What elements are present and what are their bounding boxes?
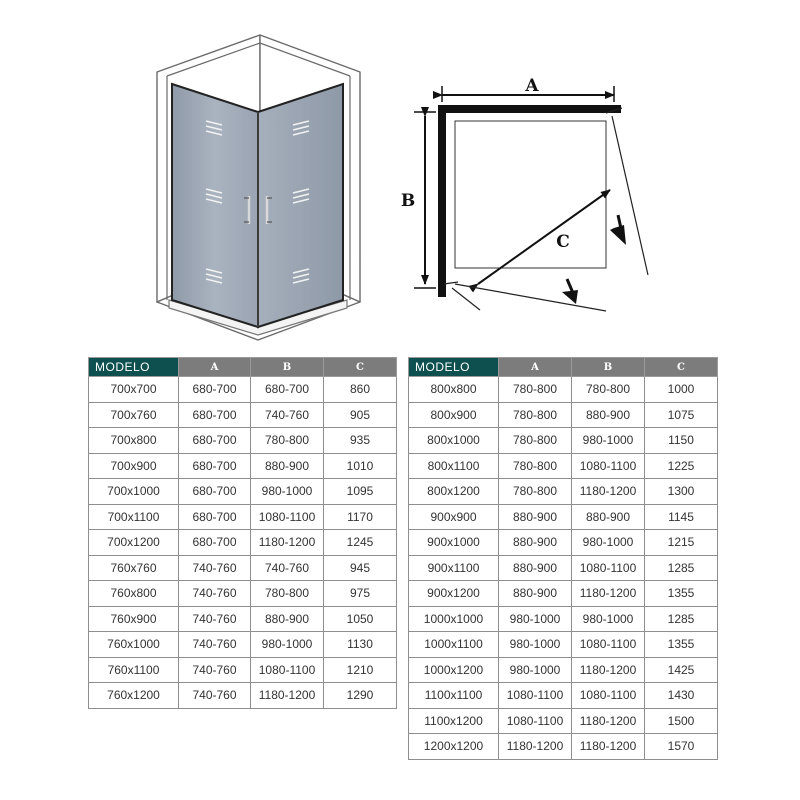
table-row bbox=[409, 632, 718, 658]
cell-c: 1570 bbox=[645, 734, 718, 760]
header-b: B bbox=[572, 358, 645, 377]
cell-a: 740-760 bbox=[179, 683, 251, 709]
cell-b: 980-1000 bbox=[572, 606, 645, 632]
cell-a: 740-760 bbox=[179, 657, 251, 683]
cell-c: 1290 bbox=[324, 683, 397, 709]
cell-c: 1500 bbox=[645, 708, 718, 734]
cell-c: 1000 bbox=[645, 377, 718, 403]
table-header-row bbox=[89, 358, 397, 377]
cell-model: 700x800 bbox=[89, 428, 179, 454]
door-swing-lines bbox=[444, 108, 648, 311]
cell-b: 1080-1100 bbox=[572, 555, 645, 581]
cell-a: 1080-1100 bbox=[499, 683, 572, 709]
cell-model: 760x760 bbox=[89, 555, 179, 581]
swing-arrow-bottom bbox=[562, 290, 578, 304]
cell-model: 700x1000 bbox=[89, 479, 179, 505]
table-row bbox=[89, 581, 397, 607]
cell-b: 980-1000 bbox=[572, 530, 645, 556]
cell-c: 860 bbox=[324, 377, 397, 403]
cell-a: 680-700 bbox=[179, 530, 251, 556]
cell-a: 980-1000 bbox=[499, 657, 572, 683]
spec-table-left bbox=[88, 357, 397, 709]
table-row bbox=[89, 377, 397, 403]
cell-a: 780-800 bbox=[499, 453, 572, 479]
cell-model: 800x1200 bbox=[409, 479, 499, 505]
table-header-row bbox=[409, 358, 718, 377]
cell-c: 1245 bbox=[324, 530, 397, 556]
table-row bbox=[89, 402, 397, 428]
cell-model: 900x1000 bbox=[409, 530, 499, 556]
cell-model: 760x1200 bbox=[89, 683, 179, 709]
header-a: A bbox=[499, 358, 572, 377]
header-c: C bbox=[645, 358, 718, 377]
cell-c: 1285 bbox=[645, 606, 718, 632]
cell-c: 1430 bbox=[645, 683, 718, 709]
table-row bbox=[409, 606, 718, 632]
cell-b: 1080-1100 bbox=[572, 453, 645, 479]
spec-table-right bbox=[408, 357, 718, 760]
table-row bbox=[409, 657, 718, 683]
dimension-a-label: A bbox=[525, 76, 539, 96]
table-row bbox=[89, 555, 397, 581]
table-row bbox=[89, 479, 397, 505]
cell-b: 1180-1200 bbox=[572, 734, 645, 760]
cell-b: 740-760 bbox=[251, 555, 324, 581]
cell-model: 900x900 bbox=[409, 504, 499, 530]
header-c: C bbox=[324, 358, 397, 377]
table-row bbox=[89, 428, 397, 454]
table-row bbox=[89, 632, 397, 658]
cell-model: 760x1100 bbox=[89, 657, 179, 683]
cell-c: 945 bbox=[324, 555, 397, 581]
table-row bbox=[409, 479, 718, 505]
cell-c: 1150 bbox=[645, 428, 718, 454]
cell-b: 880-900 bbox=[572, 504, 645, 530]
cell-c: 1095 bbox=[324, 479, 397, 505]
table-row bbox=[409, 555, 718, 581]
cell-b: 1080-1100 bbox=[251, 504, 324, 530]
cell-c: 935 bbox=[324, 428, 397, 454]
cell-b: 1180-1200 bbox=[251, 530, 324, 556]
table-row bbox=[89, 453, 397, 479]
cell-b: 880-900 bbox=[251, 453, 324, 479]
table-row bbox=[89, 504, 397, 530]
cell-model: 1200x1200 bbox=[409, 734, 499, 760]
cell-model: 700x700 bbox=[89, 377, 179, 403]
cell-c: 1010 bbox=[324, 453, 397, 479]
cell-c: 1285 bbox=[645, 555, 718, 581]
cell-b: 1180-1200 bbox=[572, 479, 645, 505]
cell-b: 980-1000 bbox=[572, 428, 645, 454]
table-row bbox=[409, 530, 718, 556]
cell-c: 1050 bbox=[324, 606, 397, 632]
cell-b: 980-1000 bbox=[251, 479, 324, 505]
cell-c: 1355 bbox=[645, 632, 718, 658]
cell-b: 1180-1200 bbox=[572, 708, 645, 734]
table-row bbox=[409, 377, 718, 403]
cell-a: 680-700 bbox=[179, 402, 251, 428]
cell-b: 1180-1200 bbox=[572, 581, 645, 607]
cell-c: 1075 bbox=[645, 402, 718, 428]
cell-a: 780-800 bbox=[499, 377, 572, 403]
cell-model: 700x900 bbox=[89, 453, 179, 479]
cell-model: 900x1200 bbox=[409, 581, 499, 607]
cell-c: 1355 bbox=[645, 581, 718, 607]
table-row bbox=[409, 581, 718, 607]
cell-c: 1300 bbox=[645, 479, 718, 505]
cell-b: 740-760 bbox=[251, 402, 324, 428]
cell-b: 1080-1100 bbox=[572, 683, 645, 709]
table-row bbox=[409, 402, 718, 428]
cell-a: 980-1000 bbox=[499, 632, 572, 658]
cell-model: 800x800 bbox=[409, 377, 499, 403]
cell-model: 900x1100 bbox=[409, 555, 499, 581]
cell-model: 1100x1200 bbox=[409, 708, 499, 734]
side-frame-profile bbox=[438, 105, 446, 297]
cell-a: 680-700 bbox=[179, 504, 251, 530]
table-row bbox=[409, 734, 718, 760]
dimension-b-label: B bbox=[400, 191, 416, 211]
cell-a: 780-800 bbox=[499, 428, 572, 454]
cell-b: 780-800 bbox=[251, 581, 324, 607]
cell-a: 680-700 bbox=[179, 377, 251, 403]
cell-model: 760x1000 bbox=[89, 632, 179, 658]
cell-a: 740-760 bbox=[179, 555, 251, 581]
cell-c: 1130 bbox=[324, 632, 397, 658]
table-row bbox=[409, 683, 718, 709]
cell-b: 880-900 bbox=[572, 402, 645, 428]
cell-c: 1170 bbox=[324, 504, 397, 530]
table-row bbox=[89, 606, 397, 632]
header-modelo: MODELO bbox=[89, 358, 179, 377]
top-frame-profile bbox=[438, 105, 621, 113]
swing-arrow-right bbox=[610, 225, 626, 245]
cell-a: 680-700 bbox=[179, 428, 251, 454]
table-row bbox=[89, 657, 397, 683]
cell-a: 980-1000 bbox=[499, 606, 572, 632]
cell-a: 740-760 bbox=[179, 581, 251, 607]
cell-b: 1080-1100 bbox=[572, 632, 645, 658]
cell-c: 1210 bbox=[324, 657, 397, 683]
cell-model: 760x800 bbox=[89, 581, 179, 607]
cell-b: 1180-1200 bbox=[572, 657, 645, 683]
cell-model: 1000x1200 bbox=[409, 657, 499, 683]
cell-b: 1080-1100 bbox=[251, 657, 324, 683]
cell-b: 780-800 bbox=[251, 428, 324, 454]
dimension-c-label: C bbox=[556, 232, 570, 252]
table-row bbox=[409, 708, 718, 734]
cell-c: 1225 bbox=[645, 453, 718, 479]
table-row bbox=[409, 504, 718, 530]
cell-b: 1180-1200 bbox=[251, 683, 324, 709]
cell-b: 780-800 bbox=[572, 377, 645, 403]
cell-c: 1215 bbox=[645, 530, 718, 556]
cell-b: 880-900 bbox=[251, 606, 324, 632]
header-b: B bbox=[251, 358, 324, 377]
cell-c: 905 bbox=[324, 402, 397, 428]
cell-model: 700x1100 bbox=[89, 504, 179, 530]
cell-a: 680-700 bbox=[179, 479, 251, 505]
cell-model: 760x900 bbox=[89, 606, 179, 632]
cell-model: 800x1100 bbox=[409, 453, 499, 479]
cell-a: 1180-1200 bbox=[499, 734, 572, 760]
cell-a: 740-760 bbox=[179, 606, 251, 632]
cell-a: 1080-1100 bbox=[499, 708, 572, 734]
table-row bbox=[89, 683, 397, 709]
cell-a: 880-900 bbox=[499, 504, 572, 530]
cell-model: 1000x1100 bbox=[409, 632, 499, 658]
dimension-diagram bbox=[0, 0, 800, 345]
cell-b: 980-1000 bbox=[251, 632, 324, 658]
header-modelo: MODELO bbox=[409, 358, 499, 377]
cell-a: 780-800 bbox=[499, 402, 572, 428]
table-row bbox=[409, 453, 718, 479]
cell-b: 680-700 bbox=[251, 377, 324, 403]
cell-c: 975 bbox=[324, 581, 397, 607]
cell-model: 800x1000 bbox=[409, 428, 499, 454]
cell-model: 1100x1100 bbox=[409, 683, 499, 709]
cell-model: 800x900 bbox=[409, 402, 499, 428]
cell-a: 780-800 bbox=[499, 479, 572, 505]
header-a: A bbox=[179, 358, 251, 377]
cell-a: 880-900 bbox=[499, 530, 572, 556]
table-row bbox=[409, 428, 718, 454]
cell-model: 700x1200 bbox=[89, 530, 179, 556]
table-row bbox=[89, 530, 397, 556]
cell-c: 1425 bbox=[645, 657, 718, 683]
cell-model: 1000x1000 bbox=[409, 606, 499, 632]
cell-a: 880-900 bbox=[499, 581, 572, 607]
cell-c: 1145 bbox=[645, 504, 718, 530]
cell-a: 680-700 bbox=[179, 453, 251, 479]
cell-a: 880-900 bbox=[499, 555, 572, 581]
cell-model: 700x760 bbox=[89, 402, 179, 428]
cell-a: 740-760 bbox=[179, 632, 251, 658]
dimension-c-arrow bbox=[478, 190, 610, 284]
